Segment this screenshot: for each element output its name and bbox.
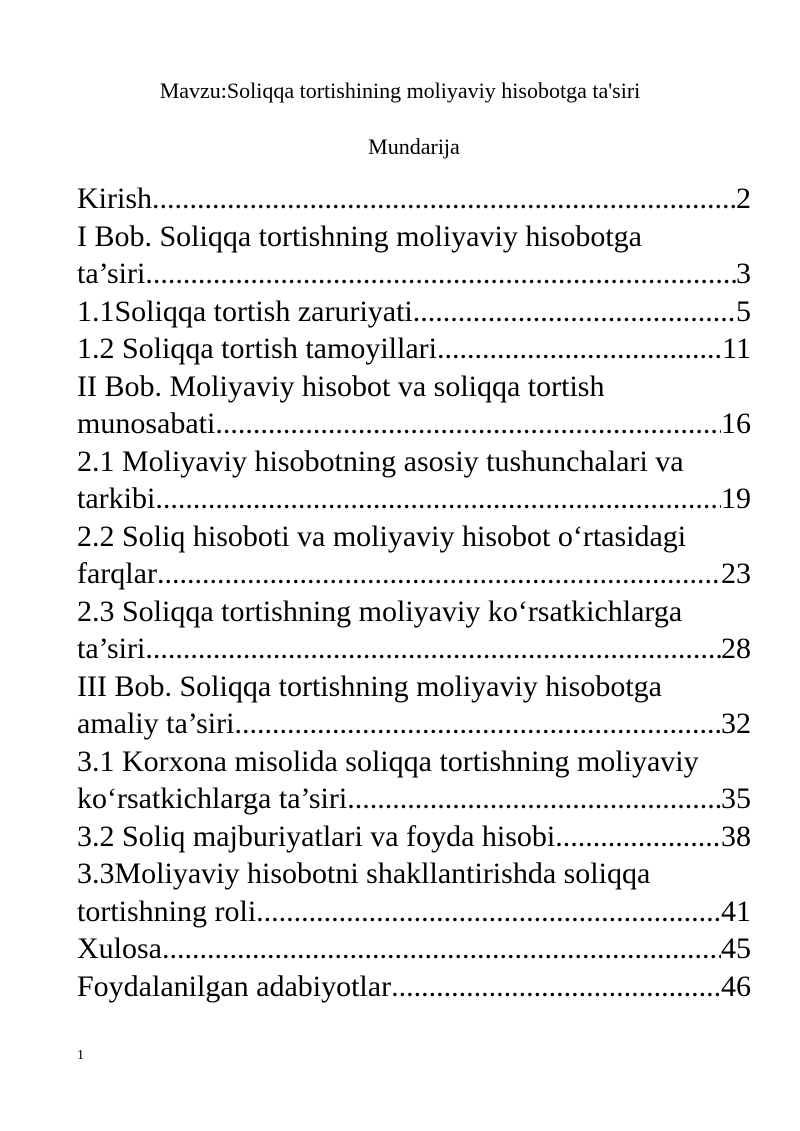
toc-dot-leader: [145, 630, 721, 668]
toc-entry-text: II Bob. Moliyaviy hisobot va soliqqa tortish: [77, 369, 605, 403]
toc-entry-text: 2.1 Moliyaviy hisobotning asosiy tushunchalari va: [77, 444, 684, 478]
toc-entry-text: ta’siri: [77, 632, 146, 665]
toc-entry-text: 2.2 Soliq hisoboti va moliyaviy hisobot o‘rtasidagi: [77, 519, 687, 553]
toc-entry-last-line: [77, 630, 751, 668]
toc-entry-line: [77, 368, 751, 406]
toc-page-number: 41: [721, 894, 751, 928]
toc-page-number: 46: [721, 969, 751, 1003]
toc-entry-last-line: [77, 968, 751, 1006]
toc-entry-line: [77, 743, 751, 781]
toc-entry: [77, 743, 751, 818]
toc-entry-text: 1.1Soliqqa tortish zaruriyati: [77, 294, 413, 328]
toc-page-number: 45: [721, 932, 751, 965]
toc-dot-leader: [347, 780, 721, 818]
toc-entry-last-line: [77, 818, 751, 856]
toc-entry-last-line: [77, 893, 751, 931]
toc-page-number: 19: [721, 482, 751, 515]
toc-dot-leader: [234, 705, 721, 743]
toc-page-number: 32: [721, 707, 751, 740]
toc-entry-line: [77, 218, 751, 256]
toc-dot-leader: [413, 293, 736, 331]
page-number: 1: [77, 1048, 84, 1063]
toc-page-number: 23: [721, 557, 751, 590]
toc-entry-line: [77, 855, 751, 893]
toc-dot-leader: [256, 893, 721, 931]
toc-page-number: 5: [736, 294, 751, 328]
toc-dot-leader: [555, 818, 721, 856]
toc-entry-last-line: [77, 930, 751, 968]
toc-entry: [77, 968, 751, 1006]
toc-dot-leader: [145, 255, 736, 293]
toc-dot-leader: [162, 930, 721, 968]
toc-entry-text: tortishning roli: [77, 894, 257, 928]
toc-entry-text: Foydalanilgan adabiyotlar: [77, 969, 392, 1003]
toc-entry-last-line: [77, 293, 751, 331]
toc-entry-text: Kirish: [77, 182, 152, 215]
toc-entry-line: [77, 668, 751, 706]
toc-entry-last-line: [77, 405, 751, 443]
toc-page-number: 16: [721, 407, 751, 440]
toc-entry-line: [77, 593, 751, 631]
toc-entry-last-line: [77, 480, 751, 518]
toc-page-number: 2: [736, 182, 751, 215]
toc-entry: [77, 293, 751, 331]
toc-entry-text: tarkibi: [77, 482, 156, 515]
toc-entry-text: munosabati: [77, 407, 216, 440]
toc-entry-line: [77, 518, 751, 556]
toc-entry: [77, 330, 751, 368]
toc-entry: [77, 368, 751, 443]
toc-page-number: 35: [721, 782, 751, 815]
toc-entry-last-line: [77, 180, 751, 218]
toc-page-number: 3: [736, 257, 751, 290]
toc-entry-text: amaliy ta’siri: [77, 707, 235, 740]
toc-entry-line: [77, 443, 751, 481]
toc-entry-last-line: [77, 255, 751, 293]
toc-entry-text: 3.2 Soliq majburiyatlari va foyda hisobi: [77, 819, 556, 853]
toc-entry: [77, 218, 751, 293]
toc-page-number: 28: [721, 632, 751, 665]
toc-heading: Mundarija: [368, 134, 460, 159]
toc-dot-leader: [152, 180, 736, 218]
toc-dot-leader: [215, 405, 721, 443]
toc-dot-leader: [157, 555, 721, 593]
toc-dot-leader: [391, 968, 721, 1006]
toc-dot-leader: [155, 480, 721, 518]
toc-page-number: 11: [722, 332, 751, 365]
toc-entry: [77, 818, 751, 856]
toc-entry: [77, 518, 751, 593]
toc-entry-last-line: [77, 330, 751, 368]
toc-entry-text: I Bob. Soliqqa tortishning moliyaviy hisobotga: [77, 219, 642, 253]
toc-dot-leader: [437, 330, 722, 368]
toc-entry: [77, 443, 751, 518]
toc-entry: [77, 668, 751, 743]
toc-entry-last-line: [77, 705, 751, 743]
toc-entry: [77, 593, 751, 668]
toc-entry: [77, 855, 751, 930]
table-of-contents: [77, 180, 751, 1005]
toc-entry-text: 2.3 Soliqqa tortishning moliyaviy ko‘rsatkichlarga: [77, 594, 683, 628]
toc-entry-text: III Bob. Soliqqa tortishning moliyaviy hisobotga: [77, 669, 662, 703]
toc-entry-text: Xulosa: [77, 932, 162, 965]
toc-entry-text: 3.1 Korxona misolida soliqqa tortishning moliyaviy: [77, 744, 699, 778]
toc-entry-text: farqlar: [77, 557, 157, 590]
toc-entry-text: ta’siri: [77, 257, 146, 290]
toc-entry-last-line: [77, 555, 751, 593]
toc-entry: [77, 180, 751, 218]
toc-entry-last-line: [77, 780, 751, 818]
toc-page-number: 38: [721, 819, 751, 853]
toc-entry: [77, 930, 751, 968]
toc-entry-text: 3.3Moliyaviy hisobotni shakllantirishda soliqqa: [77, 857, 651, 890]
document-title: Mavzu:Soliqqa tortishining moliyaviy hisobotga ta'siri: [159, 78, 641, 103]
toc-entry-text: 1.2 Soliqqa tortish tamoyillari: [77, 332, 437, 365]
toc-entry-text: ko‘rsatkichlarga ta’siri: [77, 782, 348, 815]
